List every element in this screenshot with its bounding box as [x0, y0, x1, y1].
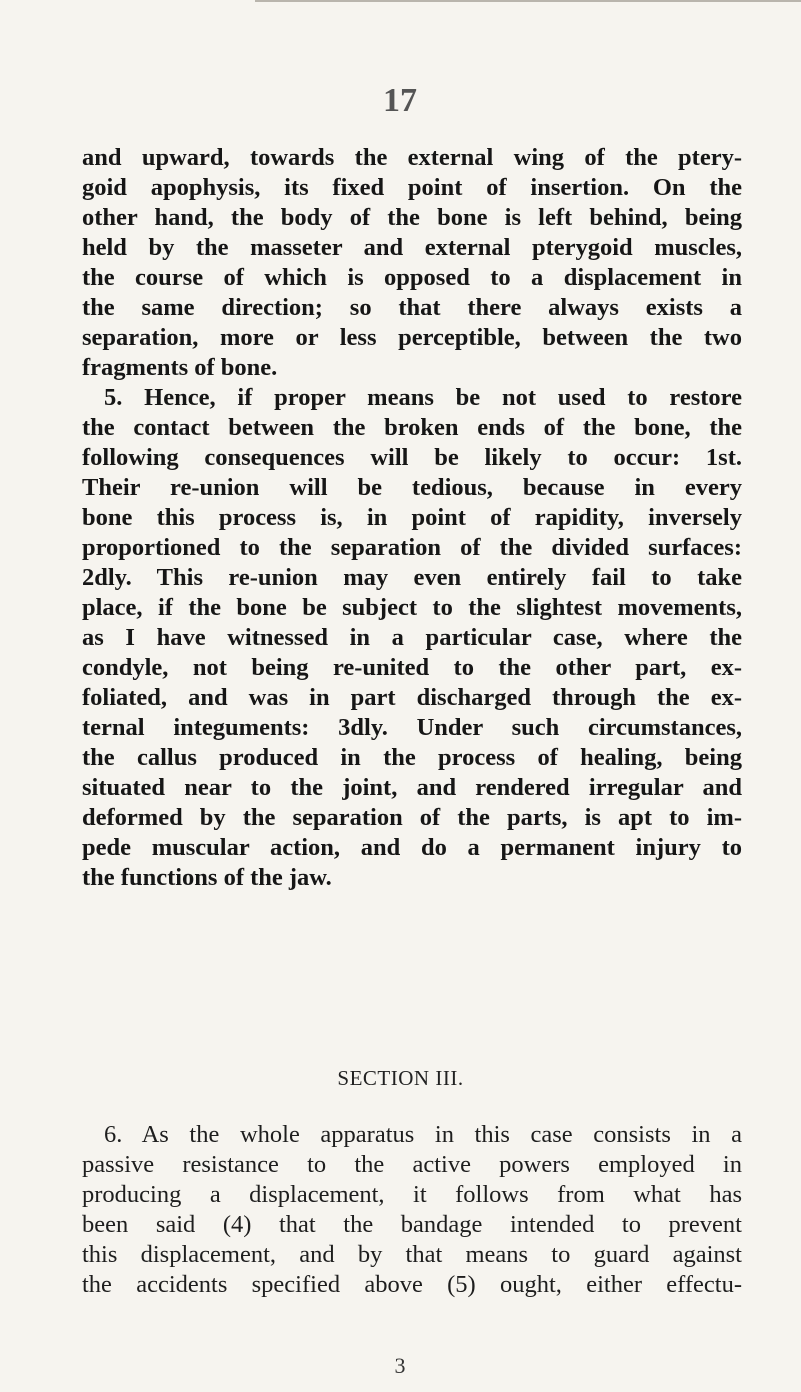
text-line: separation, more or less perceptible, between the two [82, 324, 742, 351]
text-line: condyle, not being re-united to the other part, ex- [82, 654, 742, 681]
text-line: place, if the bone be subject to the slightest movements, [82, 594, 742, 621]
page-number: 17 [383, 82, 417, 119]
text-line: the same direction; so that there always exists a [82, 294, 742, 321]
top-edge-rule [255, 0, 801, 2]
text-line: following consequences will be likely to occur: 1st. [82, 444, 742, 471]
text-line: ternal integuments: 3dly. Under such circumstances, [82, 714, 742, 741]
text-line: the accidents specified above (5) ought, either effectu- [82, 1271, 742, 1298]
text-line: as I have witnessed in a particular case, where the [82, 624, 742, 651]
text-line: 6. As the whole apparatus in this case consists in a [104, 1121, 742, 1148]
text-line: proportioned to the separation of the divided surfaces: [82, 534, 742, 561]
body-text-lower [82, 1120, 742, 1300]
signature-mark: 3 [394, 1353, 406, 1378]
text-line: the contact between the broken ends of the bone, the [82, 414, 742, 441]
text-line: and upward, towards the external wing of the ptery- [82, 144, 742, 171]
text-line: this displacement, and by that means to guard against [82, 1241, 742, 1268]
text-line: 2dly. This re-union may even entirely fail to take [82, 564, 742, 591]
text-line: situated near to the joint, and rendered irregular and [82, 774, 742, 801]
text-line: the callus produced in the process of healing, being [82, 744, 742, 771]
text-line: fragments of bone. [82, 354, 278, 381]
text-line: the course of which is opposed to a displacement in [82, 264, 742, 291]
text-line: foliated, and was in part discharged through the ex- [82, 684, 742, 711]
text-line: deformed by the separation of the parts, is apt to im- [82, 804, 742, 831]
text-line: goid apophysis, its fixed point of insertion. On the [82, 174, 742, 201]
section-heading: SECTION III. [337, 1066, 464, 1090]
text-line: passive resistance to the active powers employed in [82, 1151, 742, 1178]
text-line: bone this process is, in point of rapidity, inversely [82, 504, 742, 531]
text-line: held by the masseter and external pterygoid muscles, [82, 234, 742, 261]
text-line: 5. Hence, if proper means be not used to restore [104, 384, 742, 411]
text-line: the functions of the jaw. [82, 864, 332, 891]
text-line: other hand, the body of the bone is left behind, being [82, 204, 742, 231]
text-line: Their re-union will be tedious, because in every [82, 474, 742, 501]
text-line: been said (4) that the bandage intended to prevent [82, 1211, 742, 1238]
text-line: pede muscular action, and do a permanent injury to [82, 834, 742, 861]
body-text-upper [82, 143, 742, 893]
text-line: producing a displacement, it follows from what has [82, 1181, 742, 1208]
